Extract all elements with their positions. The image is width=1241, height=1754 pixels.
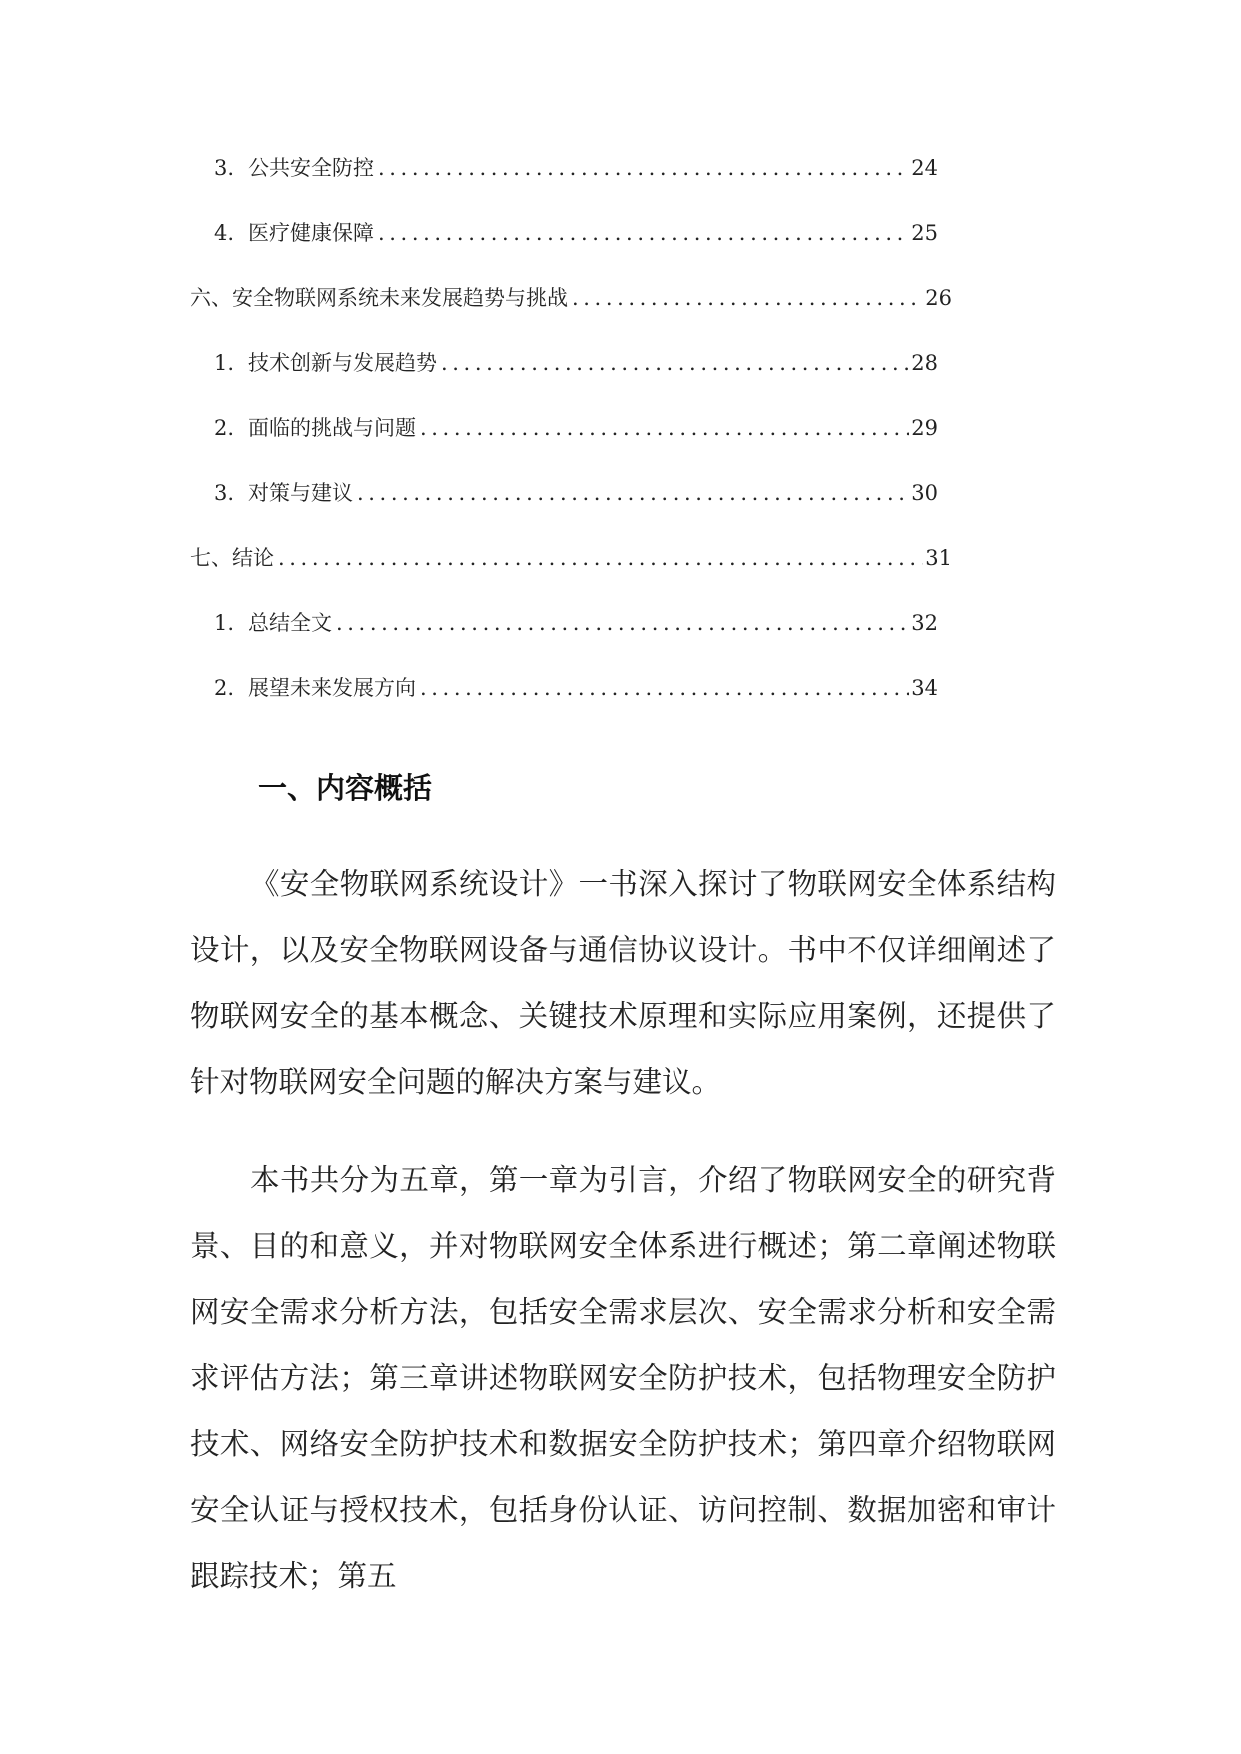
- toc-dot-leader: [332, 603, 909, 643]
- toc-entry-page: 30: [911, 481, 938, 505]
- toc-entry-title: 总结全文: [248, 611, 332, 635]
- toc-entry-page: 28: [911, 351, 938, 375]
- toc-entry[interactable]: [214, 148, 938, 188]
- toc-entry-number: 4.: [214, 221, 235, 245]
- toc-entry-number: 3.: [214, 156, 235, 180]
- toc-entry-page: 24: [911, 156, 938, 180]
- toc-entry[interactable]: [214, 408, 938, 448]
- toc-entry-title: 公共安全防控: [248, 156, 374, 180]
- body-paragraph: 本书共分为五章，第一章为引言，介绍了物联网安全的研究背景、目的和意义，并对物联网安全体系进行概述；第二章阐述物联网安全需求分析方法，包括安全需求层次、安全需求分析和安全需求评估方法；第三章讲述物联网安全防护技术，包括物理安全防护技术、网络安全防护技术和数据安全防护技术；第四章介绍物联网安全认证与授权技术，包括身份认证、访问控制、数据加密和审计跟踪技术；第五: [190, 1163, 1056, 1593]
- toc-entry[interactable]: [214, 668, 938, 708]
- toc-entry-page: 34: [911, 676, 938, 700]
- toc-dot-leader: [568, 278, 923, 318]
- toc-dot-leader: [353, 473, 909, 513]
- toc-entry-page: 31: [925, 546, 952, 570]
- toc-entry[interactable]: [214, 603, 938, 643]
- toc-entry-number: 1.: [214, 611, 235, 635]
- toc-entry-title: 医疗健康保障: [248, 221, 374, 245]
- toc-dot-leader: [416, 408, 909, 448]
- toc-entry[interactable]: [214, 343, 938, 383]
- toc-entry-page: 32: [911, 611, 938, 635]
- toc-entry[interactable]: [190, 278, 952, 318]
- toc-entry-number: 1.: [214, 351, 235, 375]
- body-paragraph: 《安全物联网系统设计》一书深入探讨了物联网安全体系结构设计，以及安全物联网设备与通信协议设计。书中不仅详细阐述了物联网安全的基本概念、关键技术原理和实际应用案例，还提供了针对物联网安全问题的解决方案与建议。: [190, 867, 1056, 1099]
- toc-entry-number: 2.: [214, 416, 235, 440]
- toc-entry-number: 3.: [214, 481, 235, 505]
- toc-entry-title: 七、结论: [190, 546, 274, 570]
- toc-dot-leader: [416, 668, 909, 708]
- toc-dot-leader: [437, 343, 909, 383]
- toc-dot-leader: [374, 213, 909, 253]
- toc-entry-title: 展望未来发展方向: [248, 676, 416, 700]
- toc-dot-leader: [374, 148, 909, 188]
- toc-entry[interactable]: [190, 538, 952, 578]
- toc-entry-title: 对策与建议: [248, 481, 353, 505]
- toc-entry-title: 六、安全物联网系统未来发展趋势与挑战: [190, 286, 568, 310]
- toc-entry-number: 2.: [214, 676, 235, 700]
- toc-entry-page: 25: [911, 221, 938, 245]
- toc-dot-leader: [274, 538, 923, 578]
- toc-entry[interactable]: [214, 213, 938, 253]
- toc-entry-page: 29: [911, 416, 938, 440]
- section-heading: 一、内容概括: [258, 771, 433, 805]
- toc-entry-title: 技术创新与发展趋势: [248, 351, 437, 375]
- toc-entry-page: 26: [925, 286, 952, 310]
- toc-entry-title: 面临的挑战与问题: [248, 416, 416, 440]
- toc-entry[interactable]: [214, 473, 938, 513]
